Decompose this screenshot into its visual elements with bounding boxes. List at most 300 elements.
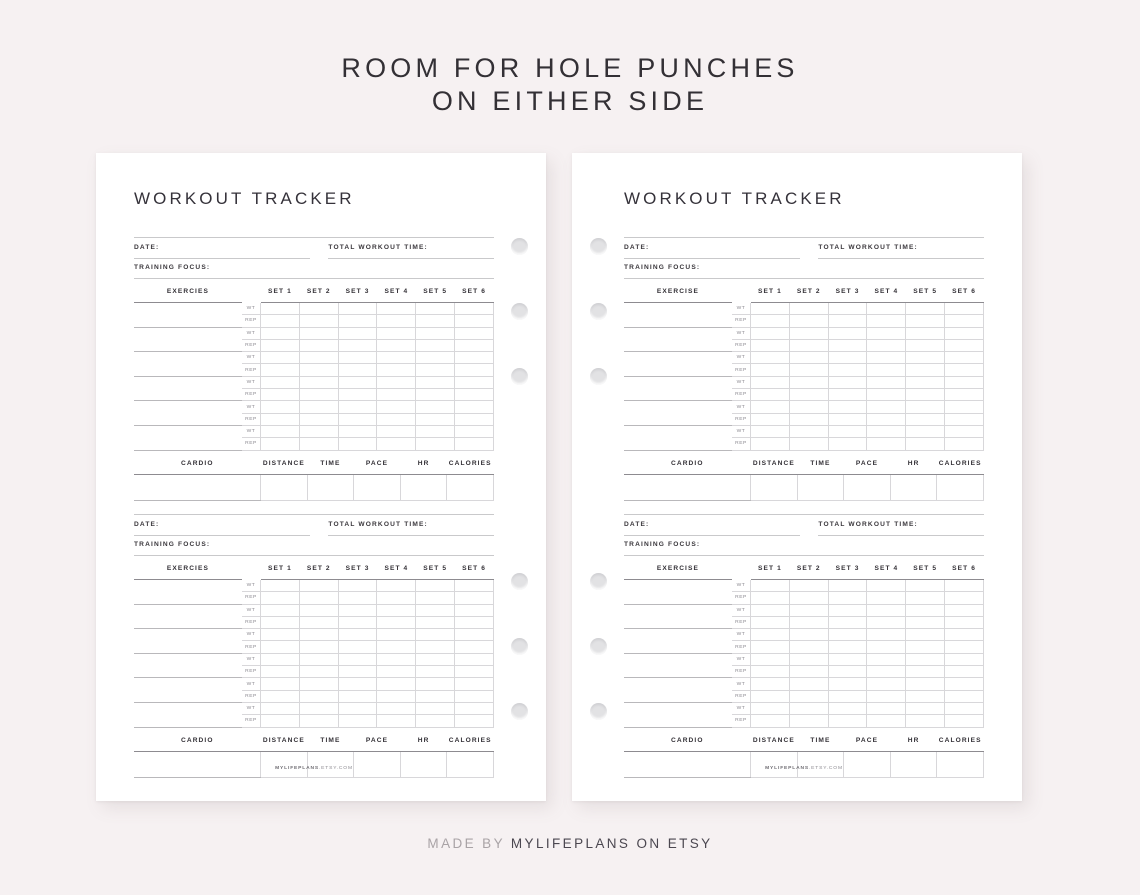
cardio-name-cell[interactable] — [134, 474, 261, 500]
set-cell[interactable] — [416, 364, 455, 376]
exercise-name-cell[interactable] — [134, 315, 242, 327]
exercise-name-cell[interactable] — [624, 715, 732, 727]
set-cell[interactable] — [299, 315, 338, 327]
set-cell[interactable] — [455, 702, 494, 714]
exercise-name-cell[interactable] — [624, 339, 732, 351]
exercise-name-cell[interactable] — [134, 364, 242, 376]
set-cell[interactable] — [789, 339, 828, 351]
set-cell[interactable] — [416, 425, 455, 437]
set-cell[interactable] — [751, 364, 790, 376]
set-cell[interactable] — [867, 339, 906, 351]
exercise-name-cell[interactable] — [624, 425, 732, 437]
cardio-cell-hr[interactable] — [890, 474, 937, 500]
set-cell[interactable] — [789, 690, 828, 702]
set-cell[interactable] — [338, 438, 377, 450]
set-cell[interactable] — [906, 580, 945, 592]
set-cell[interactable] — [338, 352, 377, 364]
set-cell[interactable] — [299, 425, 338, 437]
set-cell[interactable] — [828, 413, 867, 425]
set-cell[interactable] — [261, 425, 300, 437]
set-cell[interactable] — [299, 666, 338, 678]
set-cell[interactable] — [789, 641, 828, 653]
set-cell[interactable] — [828, 315, 867, 327]
exercise-name-cell[interactable] — [624, 315, 732, 327]
exercise-name-cell[interactable] — [134, 327, 242, 339]
set-cell[interactable] — [906, 666, 945, 678]
set-cell[interactable] — [299, 653, 338, 665]
cardio-cell-pace[interactable] — [354, 751, 401, 777]
set-cell[interactable] — [261, 604, 300, 616]
set-cell[interactable] — [828, 592, 867, 604]
set-cell[interactable] — [455, 641, 494, 653]
set-cell[interactable] — [828, 580, 867, 592]
set-cell[interactable] — [261, 616, 300, 628]
set-cell[interactable] — [789, 376, 828, 388]
set-cell[interactable] — [377, 401, 416, 413]
set-cell[interactable] — [261, 666, 300, 678]
set-cell[interactable] — [261, 352, 300, 364]
set-cell[interactable] — [377, 425, 416, 437]
set-cell[interactable] — [828, 702, 867, 714]
set-cell[interactable] — [455, 666, 494, 678]
set-cell[interactable] — [338, 339, 377, 351]
exercise-name-cell[interactable] — [624, 413, 732, 425]
set-cell[interactable] — [751, 702, 790, 714]
set-cell[interactable] — [416, 678, 455, 690]
set-cell[interactable] — [455, 653, 494, 665]
set-cell[interactable] — [945, 438, 984, 450]
exercise-name-cell[interactable] — [134, 690, 242, 702]
set-cell[interactable] — [945, 401, 984, 413]
set-cell[interactable] — [299, 413, 338, 425]
set-cell[interactable] — [299, 616, 338, 628]
set-cell[interactable] — [377, 339, 416, 351]
set-cell[interactable] — [377, 702, 416, 714]
set-cell[interactable] — [867, 580, 906, 592]
set-cell[interactable] — [906, 690, 945, 702]
set-cell[interactable] — [906, 401, 945, 413]
set-cell[interactable] — [789, 389, 828, 401]
exercise-name-cell[interactable] — [134, 438, 242, 450]
set-cell[interactable] — [828, 425, 867, 437]
exercise-name-cell[interactable] — [134, 616, 242, 628]
exercise-name-cell[interactable] — [624, 604, 732, 616]
set-cell[interactable] — [416, 389, 455, 401]
set-cell[interactable] — [828, 389, 867, 401]
exercise-name-cell[interactable] — [134, 339, 242, 351]
set-cell[interactable] — [906, 425, 945, 437]
exercise-name-cell[interactable] — [624, 401, 732, 413]
set-cell[interactable] — [299, 389, 338, 401]
exercise-name-cell[interactable] — [624, 389, 732, 401]
set-cell[interactable] — [906, 315, 945, 327]
set-cell[interactable] — [867, 592, 906, 604]
exercise-name-cell[interactable] — [134, 653, 242, 665]
exercise-name-cell[interactable] — [134, 641, 242, 653]
set-cell[interactable] — [416, 339, 455, 351]
set-cell[interactable] — [338, 641, 377, 653]
set-cell[interactable] — [867, 413, 906, 425]
cardio-cell-hr[interactable] — [890, 751, 937, 777]
set-cell[interactable] — [261, 376, 300, 388]
cardio-cell-calories[interactable] — [447, 474, 494, 500]
set-cell[interactable] — [867, 389, 906, 401]
set-cell[interactable] — [751, 389, 790, 401]
set-cell[interactable] — [338, 592, 377, 604]
set-cell[interactable] — [789, 413, 828, 425]
set-cell[interactable] — [945, 425, 984, 437]
set-cell[interactable] — [416, 604, 455, 616]
set-cell[interactable] — [377, 641, 416, 653]
set-cell[interactable] — [828, 604, 867, 616]
exercise-name-cell[interactable] — [624, 438, 732, 450]
exercise-name-cell[interactable] — [624, 364, 732, 376]
set-cell[interactable] — [828, 352, 867, 364]
cardio-cell-distance[interactable] — [751, 474, 798, 500]
set-cell[interactable] — [455, 315, 494, 327]
exercise-name-cell[interactable] — [624, 580, 732, 592]
set-cell[interactable] — [789, 401, 828, 413]
set-cell[interactable] — [867, 604, 906, 616]
set-cell[interactable] — [377, 364, 416, 376]
set-cell[interactable] — [828, 376, 867, 388]
set-cell[interactable] — [299, 690, 338, 702]
exercise-name-cell[interactable] — [624, 327, 732, 339]
set-cell[interactable] — [828, 327, 867, 339]
set-cell[interactable] — [455, 690, 494, 702]
set-cell[interactable] — [906, 327, 945, 339]
set-cell[interactable] — [828, 666, 867, 678]
set-cell[interactable] — [261, 315, 300, 327]
exercise-name-cell[interactable] — [134, 352, 242, 364]
set-cell[interactable] — [261, 629, 300, 641]
set-cell[interactable] — [299, 604, 338, 616]
set-cell[interactable] — [377, 438, 416, 450]
set-cell[interactable] — [867, 690, 906, 702]
set-cell[interactable] — [338, 653, 377, 665]
set-cell[interactable] — [416, 702, 455, 714]
set-cell[interactable] — [945, 364, 984, 376]
set-cell[interactable] — [751, 690, 790, 702]
set-cell[interactable] — [299, 715, 338, 727]
set-cell[interactable] — [945, 352, 984, 364]
set-cell[interactable] — [455, 376, 494, 388]
set-cell[interactable] — [299, 401, 338, 413]
cardio-cell-distance[interactable] — [751, 751, 798, 777]
exercise-name-cell[interactable] — [134, 592, 242, 604]
set-cell[interactable] — [867, 364, 906, 376]
set-cell[interactable] — [261, 303, 300, 315]
cardio-cell-time[interactable] — [797, 474, 844, 500]
cardio-cell-pace[interactable] — [844, 751, 891, 777]
exercise-name-cell[interactable] — [624, 592, 732, 604]
set-cell[interactable] — [338, 413, 377, 425]
set-cell[interactable] — [455, 592, 494, 604]
set-cell[interactable] — [751, 580, 790, 592]
set-cell[interactable] — [299, 678, 338, 690]
exercise-name-cell[interactable] — [624, 666, 732, 678]
set-cell[interactable] — [789, 352, 828, 364]
set-cell[interactable] — [416, 376, 455, 388]
set-cell[interactable] — [261, 327, 300, 339]
set-cell[interactable] — [377, 604, 416, 616]
set-cell[interactable] — [377, 389, 416, 401]
cardio-cell-time[interactable] — [307, 751, 354, 777]
set-cell[interactable] — [828, 715, 867, 727]
set-cell[interactable] — [906, 616, 945, 628]
set-cell[interactable] — [261, 389, 300, 401]
set-cell[interactable] — [867, 303, 906, 315]
set-cell[interactable] — [867, 376, 906, 388]
cardio-cell-time[interactable] — [797, 751, 844, 777]
set-cell[interactable] — [906, 715, 945, 727]
date-field[interactable] — [134, 521, 310, 536]
set-cell[interactable] — [416, 653, 455, 665]
exercise-name-cell[interactable] — [624, 678, 732, 690]
set-cell[interactable] — [906, 629, 945, 641]
set-cell[interactable] — [338, 327, 377, 339]
training-focus-field[interactable] — [134, 264, 494, 279]
set-cell[interactable] — [945, 303, 984, 315]
set-cell[interactable] — [377, 327, 416, 339]
set-cell[interactable] — [751, 339, 790, 351]
cardio-cell-calories[interactable] — [937, 751, 984, 777]
set-cell[interactable] — [828, 364, 867, 376]
set-cell[interactable] — [906, 702, 945, 714]
set-cell[interactable] — [377, 413, 416, 425]
set-cell[interactable] — [455, 327, 494, 339]
exercise-name-cell[interactable] — [624, 702, 732, 714]
set-cell[interactable] — [416, 616, 455, 628]
set-cell[interactable] — [945, 629, 984, 641]
exercise-name-cell[interactable] — [624, 376, 732, 388]
total-workout-time-field[interactable] — [818, 521, 984, 536]
set-cell[interactable] — [455, 389, 494, 401]
exercise-name-cell[interactable] — [134, 389, 242, 401]
set-cell[interactable] — [416, 327, 455, 339]
set-cell[interactable] — [377, 715, 416, 727]
set-cell[interactable] — [338, 580, 377, 592]
exercise-name-cell[interactable] — [624, 303, 732, 315]
set-cell[interactable] — [416, 303, 455, 315]
set-cell[interactable] — [789, 629, 828, 641]
set-cell[interactable] — [338, 315, 377, 327]
set-cell[interactable] — [751, 413, 790, 425]
set-cell[interactable] — [867, 629, 906, 641]
cardio-name-cell[interactable] — [624, 474, 751, 500]
set-cell[interactable] — [377, 616, 416, 628]
set-cell[interactable] — [416, 580, 455, 592]
set-cell[interactable] — [751, 666, 790, 678]
set-cell[interactable] — [945, 641, 984, 653]
set-cell[interactable] — [945, 715, 984, 727]
cardio-cell-calories[interactable] — [937, 474, 984, 500]
set-cell[interactable] — [867, 327, 906, 339]
set-cell[interactable] — [789, 604, 828, 616]
set-cell[interactable] — [789, 715, 828, 727]
set-cell[interactable] — [338, 702, 377, 714]
set-cell[interactable] — [455, 629, 494, 641]
set-cell[interactable] — [906, 352, 945, 364]
set-cell[interactable] — [789, 364, 828, 376]
set-cell[interactable] — [751, 715, 790, 727]
set-cell[interactable] — [789, 666, 828, 678]
set-cell[interactable] — [338, 715, 377, 727]
set-cell[interactable] — [455, 413, 494, 425]
set-cell[interactable] — [906, 653, 945, 665]
set-cell[interactable] — [867, 425, 906, 437]
training-focus-field[interactable] — [134, 541, 494, 556]
set-cell[interactable] — [416, 352, 455, 364]
set-cell[interactable] — [377, 629, 416, 641]
training-focus-field[interactable] — [624, 264, 984, 279]
set-cell[interactable] — [828, 629, 867, 641]
cardio-cell-calories[interactable] — [447, 751, 494, 777]
set-cell[interactable] — [828, 339, 867, 351]
set-cell[interactable] — [789, 327, 828, 339]
set-cell[interactable] — [338, 389, 377, 401]
exercise-name-cell[interactable] — [134, 425, 242, 437]
set-cell[interactable] — [751, 641, 790, 653]
set-cell[interactable] — [377, 653, 416, 665]
set-cell[interactable] — [945, 678, 984, 690]
set-cell[interactable] — [867, 702, 906, 714]
set-cell[interactable] — [789, 303, 828, 315]
set-cell[interactable] — [906, 376, 945, 388]
total-workout-time-field[interactable] — [328, 244, 494, 259]
set-cell[interactable] — [338, 376, 377, 388]
set-cell[interactable] — [416, 715, 455, 727]
set-cell[interactable] — [945, 653, 984, 665]
set-cell[interactable] — [945, 702, 984, 714]
set-cell[interactable] — [338, 616, 377, 628]
set-cell[interactable] — [751, 604, 790, 616]
set-cell[interactable] — [945, 690, 984, 702]
set-cell[interactable] — [299, 303, 338, 315]
set-cell[interactable] — [299, 438, 338, 450]
set-cell[interactable] — [455, 438, 494, 450]
set-cell[interactable] — [906, 339, 945, 351]
set-cell[interactable] — [338, 629, 377, 641]
set-cell[interactable] — [299, 327, 338, 339]
exercise-name-cell[interactable] — [134, 376, 242, 388]
set-cell[interactable] — [906, 364, 945, 376]
exercise-name-cell[interactable] — [134, 666, 242, 678]
set-cell[interactable] — [789, 678, 828, 690]
set-cell[interactable] — [867, 315, 906, 327]
date-field[interactable] — [624, 244, 800, 259]
set-cell[interactable] — [789, 653, 828, 665]
set-cell[interactable] — [789, 702, 828, 714]
set-cell[interactable] — [416, 629, 455, 641]
set-cell[interactable] — [906, 303, 945, 315]
cardio-cell-hr[interactable] — [400, 751, 447, 777]
set-cell[interactable] — [945, 389, 984, 401]
set-cell[interactable] — [751, 425, 790, 437]
set-cell[interactable] — [906, 438, 945, 450]
set-cell[interactable] — [455, 401, 494, 413]
set-cell[interactable] — [945, 315, 984, 327]
set-cell[interactable] — [789, 425, 828, 437]
exercise-name-cell[interactable] — [134, 580, 242, 592]
set-cell[interactable] — [906, 604, 945, 616]
cardio-name-cell[interactable] — [624, 751, 751, 777]
set-cell[interactable] — [945, 327, 984, 339]
set-cell[interactable] — [338, 690, 377, 702]
set-cell[interactable] — [828, 401, 867, 413]
set-cell[interactable] — [416, 315, 455, 327]
set-cell[interactable] — [945, 604, 984, 616]
set-cell[interactable] — [789, 580, 828, 592]
set-cell[interactable] — [299, 376, 338, 388]
set-cell[interactable] — [828, 641, 867, 653]
set-cell[interactable] — [945, 616, 984, 628]
set-cell[interactable] — [751, 401, 790, 413]
set-cell[interactable] — [751, 438, 790, 450]
cardio-cell-distance[interactable] — [261, 751, 308, 777]
set-cell[interactable] — [828, 303, 867, 315]
set-cell[interactable] — [377, 678, 416, 690]
set-cell[interactable] — [299, 592, 338, 604]
exercise-name-cell[interactable] — [134, 629, 242, 641]
set-cell[interactable] — [338, 678, 377, 690]
set-cell[interactable] — [945, 376, 984, 388]
set-cell[interactable] — [867, 641, 906, 653]
set-cell[interactable] — [945, 339, 984, 351]
set-cell[interactable] — [906, 678, 945, 690]
set-cell[interactable] — [455, 678, 494, 690]
set-cell[interactable] — [377, 303, 416, 315]
set-cell[interactable] — [751, 592, 790, 604]
set-cell[interactable] — [455, 303, 494, 315]
set-cell[interactable] — [751, 678, 790, 690]
exercise-name-cell[interactable] — [134, 413, 242, 425]
set-cell[interactable] — [455, 425, 494, 437]
set-cell[interactable] — [906, 641, 945, 653]
set-cell[interactable] — [945, 580, 984, 592]
exercise-name-cell[interactable] — [624, 653, 732, 665]
set-cell[interactable] — [299, 641, 338, 653]
set-cell[interactable] — [299, 339, 338, 351]
set-cell[interactable] — [299, 702, 338, 714]
set-cell[interactable] — [416, 666, 455, 678]
set-cell[interactable] — [261, 702, 300, 714]
set-cell[interactable] — [455, 352, 494, 364]
set-cell[interactable] — [906, 389, 945, 401]
cardio-name-cell[interactable] — [134, 751, 261, 777]
set-cell[interactable] — [828, 678, 867, 690]
set-cell[interactable] — [751, 315, 790, 327]
set-cell[interactable] — [377, 580, 416, 592]
set-cell[interactable] — [867, 653, 906, 665]
set-cell[interactable] — [945, 666, 984, 678]
set-cell[interactable] — [338, 604, 377, 616]
set-cell[interactable] — [867, 352, 906, 364]
set-cell[interactable] — [945, 413, 984, 425]
set-cell[interactable] — [455, 339, 494, 351]
set-cell[interactable] — [455, 580, 494, 592]
set-cell[interactable] — [751, 303, 790, 315]
set-cell[interactable] — [299, 629, 338, 641]
exercise-name-cell[interactable] — [134, 401, 242, 413]
set-cell[interactable] — [338, 364, 377, 376]
exercise-name-cell[interactable] — [624, 641, 732, 653]
exercise-name-cell[interactable] — [624, 629, 732, 641]
set-cell[interactable] — [416, 413, 455, 425]
set-cell[interactable] — [416, 592, 455, 604]
set-cell[interactable] — [867, 438, 906, 450]
set-cell[interactable] — [416, 438, 455, 450]
